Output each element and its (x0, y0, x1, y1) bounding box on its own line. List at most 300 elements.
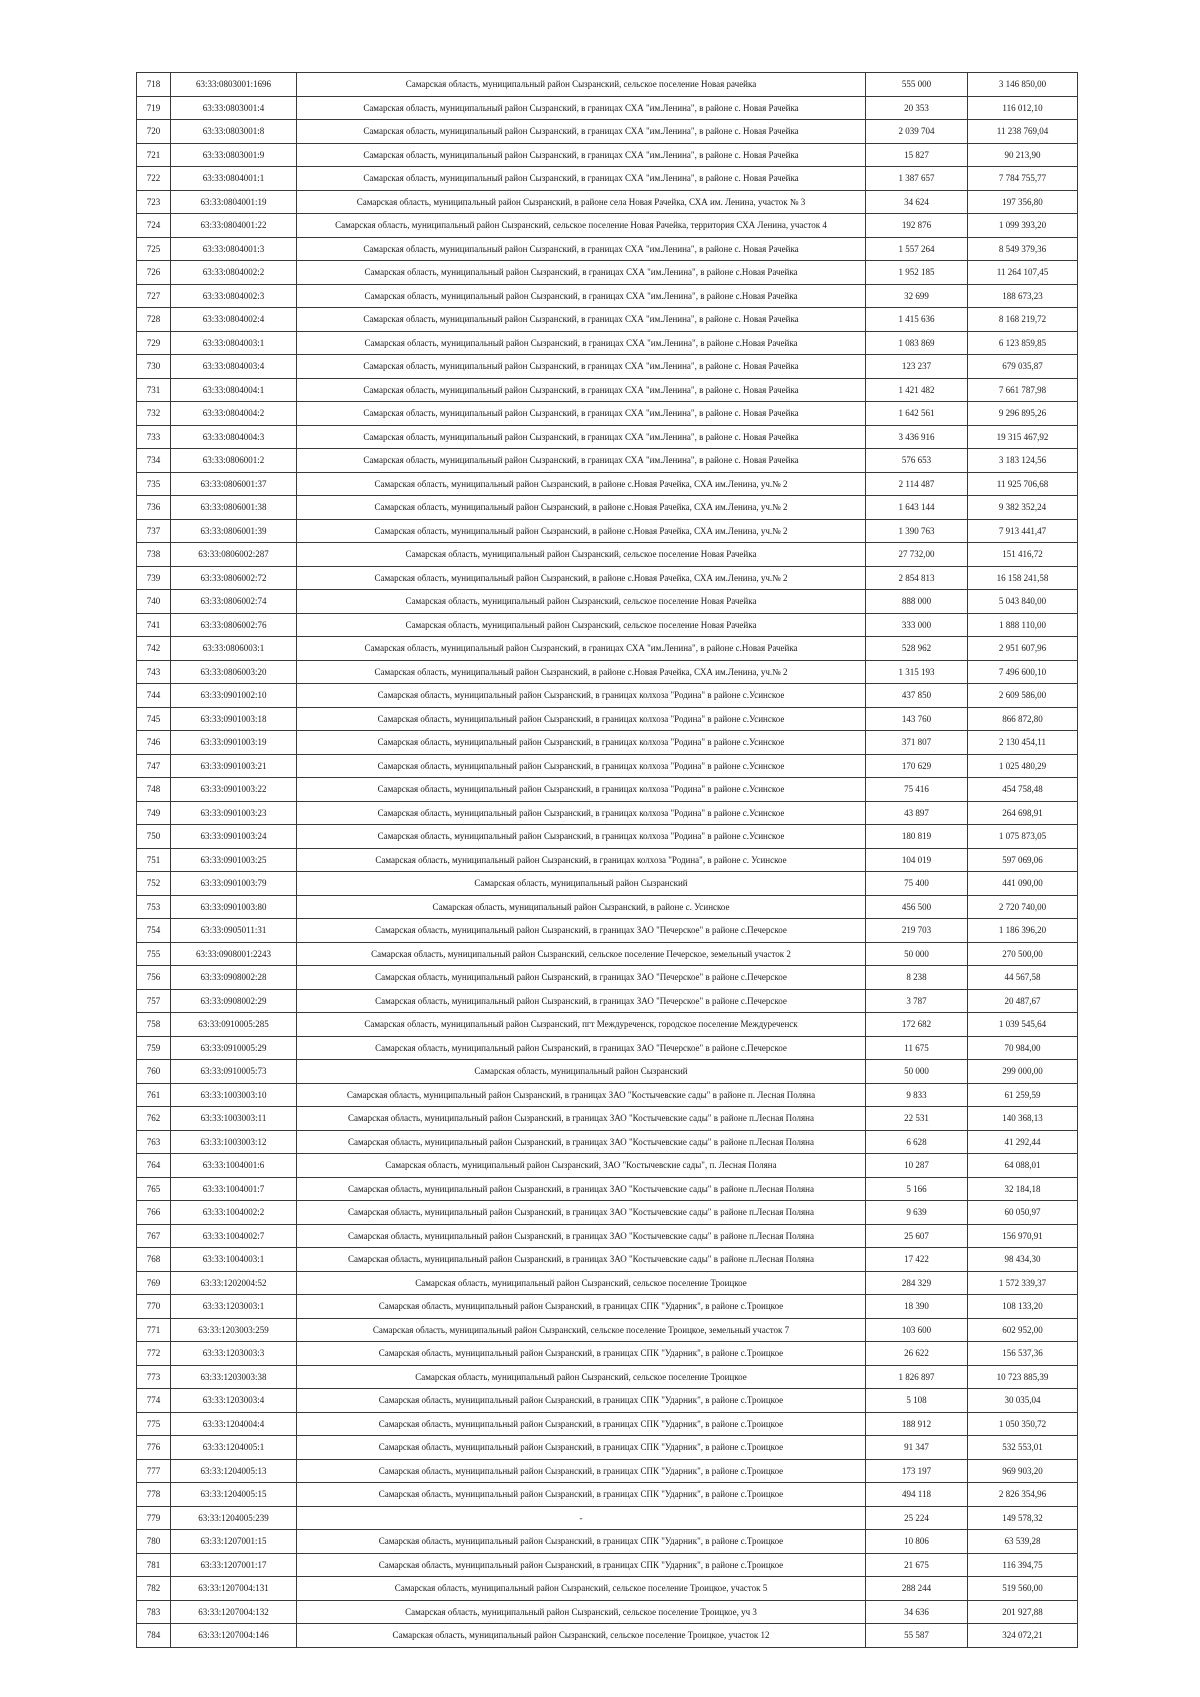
address-cell: Самарская область, муниципальный район Сызранский, в границах СПК "Ударник", в районе с.Троицкое (297, 1412, 866, 1436)
row-number-cell: 738 (137, 543, 171, 567)
cadastral-value-cell: 6 123 859,85 (968, 331, 1078, 355)
cadastral-value-cell: 679 035,87 (968, 355, 1078, 379)
area-cell: 2 854 813 (866, 566, 968, 590)
address-cell: Самарская область, муниципальный район Сызранский, в границах ЗАО "Костычевские сады" в районе п.Лесная Поляна (297, 1224, 866, 1248)
address-cell: Самарская область, муниципальный район Сызранский, в границах ЗАО "Печерское" в районе с.Печерское (297, 989, 866, 1013)
table-row (137, 1318, 1078, 1342)
row-number-cell: 774 (137, 1389, 171, 1413)
table-row (137, 378, 1078, 402)
cadastral-number-cell: 63:33:0806002:76 (171, 613, 297, 637)
row-number-cell: 758 (137, 1013, 171, 1037)
row-number-cell: 764 (137, 1154, 171, 1178)
address-cell: Самарская область, муниципальный район Сызранский, в границах СХА "им.Ленина", в районе с.Новая Рачейка (297, 261, 866, 285)
table-row (137, 284, 1078, 308)
table-row (137, 308, 1078, 332)
cadastral-value-cell: 108 133,20 (968, 1295, 1078, 1319)
table-row (137, 566, 1078, 590)
area-cell: 288 244 (866, 1577, 968, 1601)
cadastral-value-cell: 1 039 545,64 (968, 1013, 1078, 1037)
area-cell: 173 197 (866, 1459, 968, 1483)
cadastral-value-cell: 5 043 840,00 (968, 590, 1078, 614)
row-number-cell: 751 (137, 848, 171, 872)
address-cell: Самарская область, муниципальный район Сызранский, в границах СХА "им.Ленина", в районе с.Новая Рачейка (297, 284, 866, 308)
land-register-body (137, 73, 1078, 1648)
area-cell: 18 390 (866, 1295, 968, 1319)
row-number-cell: 743 (137, 660, 171, 684)
area-cell: 1 083 869 (866, 331, 968, 355)
table-row (137, 1553, 1078, 1577)
cadastral-value-cell: 1 572 339,37 (968, 1271, 1078, 1295)
cadastral-value-cell: 11 264 107,45 (968, 261, 1078, 285)
cadastral-number-cell: 63:33:1203003:38 (171, 1365, 297, 1389)
row-number-cell: 769 (137, 1271, 171, 1295)
cadastral-number-cell: 63:33:1003003:11 (171, 1107, 297, 1131)
cadastral-value-cell: 63 539,28 (968, 1530, 1078, 1554)
cadastral-value-cell: 116 394,75 (968, 1553, 1078, 1577)
cadastral-value-cell: 1 099 393,20 (968, 214, 1078, 238)
cadastral-number-cell: 63:33:1004002:7 (171, 1224, 297, 1248)
area-cell: 6 628 (866, 1130, 968, 1154)
cadastral-value-cell: 454 758,48 (968, 778, 1078, 802)
cadastral-number-cell: 63:33:0804004:2 (171, 402, 297, 426)
cadastral-value-cell: 90 213,90 (968, 143, 1078, 167)
table-row (137, 425, 1078, 449)
cadastral-number-cell: 63:33:0901002:10 (171, 684, 297, 708)
address-cell: Самарская область, муниципальный район Сызранский, в районе с. Усинское (297, 895, 866, 919)
table-row (137, 825, 1078, 849)
table-row (137, 1060, 1078, 1084)
cadastral-value-cell: 149 578,32 (968, 1506, 1078, 1530)
row-number-cell: 773 (137, 1365, 171, 1389)
cadastral-value-cell: 1 050 350,72 (968, 1412, 1078, 1436)
address-cell: Самарская область, муниципальный район Сызранский, в границах колхоза "Родина" в районе с.Усинское (297, 778, 866, 802)
area-cell: 437 850 (866, 684, 968, 708)
area-cell: 9 833 (866, 1083, 968, 1107)
address-cell: Самарская область, муниципальный район Сызранский, в границах колхоза "Родина" в районе с.Усинское (297, 731, 866, 755)
table-row (137, 143, 1078, 167)
row-number-cell: 718 (137, 73, 171, 97)
table-row (137, 613, 1078, 637)
table-row (137, 1177, 1078, 1201)
table-row (137, 120, 1078, 144)
area-cell: 888 000 (866, 590, 968, 614)
cadastral-number-cell: 63:33:1203003:4 (171, 1389, 297, 1413)
row-number-cell: 763 (137, 1130, 171, 1154)
table-row (137, 731, 1078, 755)
area-cell: 50 000 (866, 942, 968, 966)
table-row (137, 1624, 1078, 1648)
address-cell: Самарская область, муниципальный район Сызранский, в границах ЗАО "Костычевские сады" в районе п.Лесная Поляна (297, 1177, 866, 1201)
table-row (137, 684, 1078, 708)
address-cell: Самарская область, муниципальный район Сызранский, сельское поселение Новая Рачейка (297, 613, 866, 637)
row-number-cell: 775 (137, 1412, 171, 1436)
cadastral-value-cell: 7 496 600,10 (968, 660, 1078, 684)
area-cell: 10 806 (866, 1530, 968, 1554)
cadastral-value-cell: 969 903,20 (968, 1459, 1078, 1483)
cadastral-number-cell: 63:33:0806001:37 (171, 472, 297, 496)
row-number-cell: 731 (137, 378, 171, 402)
cadastral-number-cell: 63:33:0806001:2 (171, 449, 297, 473)
cadastral-value-cell: 2 609 586,00 (968, 684, 1078, 708)
address-cell: Самарская область, муниципальный район Сызранский, в границах СПК "Ударник", в районе с.Троицкое (297, 1295, 866, 1319)
row-number-cell: 732 (137, 402, 171, 426)
row-number-cell: 755 (137, 942, 171, 966)
cadastral-value-cell: 866 872,80 (968, 707, 1078, 731)
area-cell: 103 600 (866, 1318, 968, 1342)
address-cell: Самарская область, муниципальный район Сызранский, в районе с.Новая Рачейка, СХА им.Ленина, уч.№ 2 (297, 472, 866, 496)
address-cell: Самарская область, муниципальный район Сызранский, сельское поселение Троицкое, земельный участок 7 (297, 1318, 866, 1342)
address-cell: Самарская область, муниципальный район Сызранский, в границах ЗАО "Печерское" в районе с.Печерское (297, 919, 866, 943)
cadastral-value-cell: 3 183 124,56 (968, 449, 1078, 473)
cadastral-value-cell: 60 050,97 (968, 1201, 1078, 1225)
table-row (137, 1107, 1078, 1131)
table-row (137, 1577, 1078, 1601)
table-row (137, 919, 1078, 943)
address-cell: Самарская область, муниципальный район Сызранский, в границах СПК "Ударник", в районе с.Троицкое (297, 1436, 866, 1460)
cadastral-value-cell: 2 720 740,00 (968, 895, 1078, 919)
area-cell: 494 118 (866, 1483, 968, 1507)
row-number-cell: 757 (137, 989, 171, 1013)
cadastral-value-cell: 98 434,30 (968, 1248, 1078, 1272)
table-row (137, 590, 1078, 614)
cadastral-number-cell: 63:33:0806003:1 (171, 637, 297, 661)
cadastral-value-cell: 299 000,00 (968, 1060, 1078, 1084)
row-number-cell: 772 (137, 1342, 171, 1366)
cadastral-value-cell: 11 238 769,04 (968, 120, 1078, 144)
cadastral-number-cell: 63:33:0806002:287 (171, 543, 297, 567)
area-cell: 172 682 (866, 1013, 968, 1037)
area-cell: 333 000 (866, 613, 968, 637)
area-cell: 2 114 487 (866, 472, 968, 496)
area-cell: 5 108 (866, 1389, 968, 1413)
cadastral-value-cell: 32 184,18 (968, 1177, 1078, 1201)
address-cell: Самарская область, муниципальный район Сызранский, сельское поселение Троицкое (297, 1271, 866, 1295)
address-cell: Самарская область, муниципальный район Сызранский, в границах СХА "им.Ленина", в районе с. Новая Рачейка (297, 355, 866, 379)
cadastral-value-cell: 7 913 441,47 (968, 519, 1078, 543)
area-cell: 1 421 482 (866, 378, 968, 402)
area-cell: 26 622 (866, 1342, 968, 1366)
row-number-cell: 783 (137, 1600, 171, 1624)
area-cell: 75 400 (866, 872, 968, 896)
row-number-cell: 782 (137, 1577, 171, 1601)
table-row (137, 637, 1078, 661)
area-cell: 170 629 (866, 754, 968, 778)
area-cell: 15 827 (866, 143, 968, 167)
cadastral-value-cell: 64 088,01 (968, 1154, 1078, 1178)
cadastral-number-cell: 63:33:0908001:2243 (171, 942, 297, 966)
address-cell: Самарская область, муниципальный район Сызранский, в границах ЗАО "Костычевские сады" в районе п.Лесная Поляна (297, 1130, 866, 1154)
address-cell: Самарская область, муниципальный район Сызранский, в границах колхоза "Родина" в районе с.Усинское (297, 684, 866, 708)
area-cell: 75 416 (866, 778, 968, 802)
table-row (137, 778, 1078, 802)
cadastral-value-cell: 116 012,10 (968, 96, 1078, 120)
row-number-cell: 745 (137, 707, 171, 731)
table-row (137, 1530, 1078, 1554)
table-row (137, 355, 1078, 379)
area-cell: 27 732,00 (866, 543, 968, 567)
table-row (137, 1483, 1078, 1507)
area-cell: 34 624 (866, 190, 968, 214)
address-cell: Самарская область, муниципальный район Сызранский, сельское поселение Новая Рачейка, территория СХА Ленина, участок 4 (297, 214, 866, 238)
address-cell: Самарская область, муниципальный район Сызранский, в границах колхоза "Родина" в районе с.Усинское (297, 754, 866, 778)
table-row (137, 754, 1078, 778)
cadastral-value-cell: 7 784 755,77 (968, 167, 1078, 191)
row-number-cell: 776 (137, 1436, 171, 1460)
cadastral-value-cell: 11 925 706,68 (968, 472, 1078, 496)
cadastral-number-cell: 63:33:0804003:1 (171, 331, 297, 355)
area-cell: 104 019 (866, 848, 968, 872)
row-number-cell: 752 (137, 872, 171, 896)
table-row (137, 1436, 1078, 1460)
area-cell: 2 039 704 (866, 120, 968, 144)
cadastral-number-cell: 63:33:1204004:4 (171, 1412, 297, 1436)
table-row (137, 261, 1078, 285)
cadastral-number-cell: 63:33:1204005:13 (171, 1459, 297, 1483)
address-cell: Самарская область, муниципальный район Сызранский, в границах СХА "им.Ленина", в районе с. Новая Рачейка (297, 449, 866, 473)
table-row (137, 1600, 1078, 1624)
cadastral-number-cell: 63:33:1207001:15 (171, 1530, 297, 1554)
table-row (137, 331, 1078, 355)
cadastral-value-cell: 2 951 607,96 (968, 637, 1078, 661)
row-number-cell: 748 (137, 778, 171, 802)
area-cell: 143 760 (866, 707, 968, 731)
address-cell: Самарская область, муниципальный район Сызранский, в границах ЗАО "Костычевские сады" в районе п.Лесная Поляна (297, 1248, 866, 1272)
cadastral-number-cell: 63:33:1203003:259 (171, 1318, 297, 1342)
cadastral-value-cell: 532 553,01 (968, 1436, 1078, 1460)
address-cell: Самарская область, муниципальный район Сызранский, в границах СПК "Ударник", в районе с.Троицкое (297, 1342, 866, 1366)
cadastral-number-cell: 63:33:1004001:7 (171, 1177, 297, 1201)
address-cell: Самарская область, муниципальный район Сызранский, в границах СХА "им.Ленина", в районе с. Новая Рачейка (297, 308, 866, 332)
cadastral-number-cell: 63:33:1202004:52 (171, 1271, 297, 1295)
cadastral-value-cell: 61 259,59 (968, 1083, 1078, 1107)
area-cell: 1 390 763 (866, 519, 968, 543)
area-cell: 21 675 (866, 1553, 968, 1577)
address-cell: Самарская область, муниципальный район Сызранский, в границах СХА "им.Ленина", в районе с. Новая Рачейка (297, 143, 866, 167)
table-row (137, 496, 1078, 520)
cadastral-number-cell: 63:33:0803001:1696 (171, 73, 297, 97)
row-number-cell: 721 (137, 143, 171, 167)
address-cell: Самарская область, муниципальный район Сызранский, в границах СХА "им.Ленина", в районе с. Новая Рачейка (297, 167, 866, 191)
row-number-cell: 749 (137, 801, 171, 825)
area-cell: 11 675 (866, 1036, 968, 1060)
area-cell: 1 952 185 (866, 261, 968, 285)
area-cell: 10 287 (866, 1154, 968, 1178)
table-row (137, 1154, 1078, 1178)
cadastral-number-cell: 63:33:1207001:17 (171, 1553, 297, 1577)
address-cell: Самарская область, муниципальный район Сызранский, в границах колхоза "Родина", в районе с. Усинское (297, 848, 866, 872)
cadastral-number-cell: 63:33:0910005:29 (171, 1036, 297, 1060)
address-cell: Самарская область, муниципальный район Сызранский, сельское поселение Троицкое, уч 3 (297, 1600, 866, 1624)
row-number-cell: 759 (137, 1036, 171, 1060)
address-cell: Самарская область, муниципальный район Сызранский, в границах СХА "им.Ленина", в районе с.Новая Рачейка (297, 637, 866, 661)
area-cell: 1 387 657 (866, 167, 968, 191)
cadastral-number-cell: 63:33:0901003:24 (171, 825, 297, 849)
address-cell: Самарская область, муниципальный район Сызранский, в границах СПК "Ударник", в районе с.Троицкое (297, 1553, 866, 1577)
table-row (137, 1271, 1078, 1295)
cadastral-number-cell: 63:33:0804004:3 (171, 425, 297, 449)
row-number-cell: 753 (137, 895, 171, 919)
cadastral-number-cell: 63:33:0804004:1 (171, 378, 297, 402)
cadastral-number-cell: 63:33:0804001:19 (171, 190, 297, 214)
area-cell: 22 531 (866, 1107, 968, 1131)
area-cell: 188 912 (866, 1412, 968, 1436)
area-cell: 555 000 (866, 73, 968, 97)
cadastral-number-cell: 63:33:1003003:12 (171, 1130, 297, 1154)
cadastral-value-cell: 8 168 219,72 (968, 308, 1078, 332)
area-cell: 1 315 193 (866, 660, 968, 684)
cadastral-number-cell: 63:33:0804001:3 (171, 237, 297, 261)
cadastral-value-cell: 1 888 110,00 (968, 613, 1078, 637)
table-row (137, 895, 1078, 919)
table-row (137, 237, 1078, 261)
cadastral-value-cell: 597 069,06 (968, 848, 1078, 872)
cadastral-number-cell: 63:33:0806002:74 (171, 590, 297, 614)
cadastral-value-cell: 151 416,72 (968, 543, 1078, 567)
address-cell: Самарская область, муниципальный район Сызранский, в районе села Новая Рачейка, СХА им. Ленина, участок № 3 (297, 190, 866, 214)
address-cell: Самарская область, муниципальный район Сызранский, в границах СХА "им.Ленина", в районе с. Новая Рачейка (297, 378, 866, 402)
table-row (137, 449, 1078, 473)
table-row (137, 801, 1078, 825)
row-number-cell: 756 (137, 966, 171, 990)
cadastral-value-cell: 140 368,13 (968, 1107, 1078, 1131)
row-number-cell: 722 (137, 167, 171, 191)
row-number-cell: 730 (137, 355, 171, 379)
cadastral-number-cell: 63:33:0804002:4 (171, 308, 297, 332)
row-number-cell: 728 (137, 308, 171, 332)
table-row (137, 1412, 1078, 1436)
row-number-cell: 723 (137, 190, 171, 214)
area-cell: 284 329 (866, 1271, 968, 1295)
row-number-cell: 720 (137, 120, 171, 144)
row-number-cell: 781 (137, 1553, 171, 1577)
row-number-cell: 767 (137, 1224, 171, 1248)
area-cell: 1 643 144 (866, 496, 968, 520)
table-row (137, 1365, 1078, 1389)
row-number-cell: 726 (137, 261, 171, 285)
address-cell: Самарская область, муниципальный район Сызранский, в районе с.Новая Рачейка, СХА им.Ленина, уч.№ 2 (297, 660, 866, 684)
cadastral-number-cell: 63:33:0908002:29 (171, 989, 297, 1013)
row-number-cell: 740 (137, 590, 171, 614)
address-cell: Самарская область, муниципальный район Сызранский, в границах ЗАО "Костычевские сады" в районе п. Лесная Поляна (297, 1083, 866, 1107)
address-cell: Самарская область, муниципальный район Сызранский, в районе с.Новая Рачейка, СХА им.Ленина, уч.№ 2 (297, 566, 866, 590)
row-number-cell: 777 (137, 1459, 171, 1483)
cadastral-number-cell: 63:33:1203003:3 (171, 1342, 297, 1366)
cadastral-value-cell: 10 723 885,39 (968, 1365, 1078, 1389)
area-cell: 576 653 (866, 449, 968, 473)
address-cell: Самарская область, муниципальный район Сызранский (297, 872, 866, 896)
address-cell: - (297, 1506, 866, 1530)
table-row (137, 707, 1078, 731)
area-cell: 1 415 636 (866, 308, 968, 332)
area-cell: 17 422 (866, 1248, 968, 1272)
land-register-table (136, 72, 1078, 1648)
table-row (137, 96, 1078, 120)
cadastral-value-cell: 7 661 787,98 (968, 378, 1078, 402)
table-row (137, 872, 1078, 896)
table-row (137, 1295, 1078, 1319)
address-cell: Самарская область, муниципальный район Сызранский, в границах СПК "Ударник", в районе с.Троицкое (297, 1389, 866, 1413)
address-cell: Самарская область, муниципальный район Сызранский, в границах СХА "им.Ленина", в районе с. Новая Рачейка (297, 425, 866, 449)
address-cell: Самарская область, муниципальный район Сызранский, в районе с.Новая Рачейка, СХА им.Ленина, уч.№ 2 (297, 519, 866, 543)
cadastral-number-cell: 63:33:0901003:22 (171, 778, 297, 802)
cadastral-value-cell: 70 984,00 (968, 1036, 1078, 1060)
row-number-cell: 724 (137, 214, 171, 238)
row-number-cell: 761 (137, 1083, 171, 1107)
address-cell: Самарская область, муниципальный район Сызранский, сельское поселение Печерское, земельный участок 2 (297, 942, 866, 966)
cadastral-number-cell: 63:33:0803001:4 (171, 96, 297, 120)
row-number-cell: 742 (137, 637, 171, 661)
table-row (137, 1013, 1078, 1037)
area-cell: 25 607 (866, 1224, 968, 1248)
cadastral-number-cell: 63:33:0803001:8 (171, 120, 297, 144)
area-cell: 20 353 (866, 96, 968, 120)
address-cell: Самарская область, муниципальный район Сызранский (297, 1060, 866, 1084)
row-number-cell: 750 (137, 825, 171, 849)
table-row (137, 190, 1078, 214)
cadastral-value-cell: 441 090,00 (968, 872, 1078, 896)
cadastral-number-cell: 63:33:1204005:15 (171, 1483, 297, 1507)
table-row (137, 1130, 1078, 1154)
table-row (137, 472, 1078, 496)
row-number-cell: 735 (137, 472, 171, 496)
area-cell: 32 699 (866, 284, 968, 308)
area-cell: 50 000 (866, 1060, 968, 1084)
table-row (137, 167, 1078, 191)
area-cell: 43 897 (866, 801, 968, 825)
address-cell: Самарская область, муниципальный район Сызранский, в границах ЗАО "Костычевские сады" в районе п.Лесная Поляна (297, 1201, 866, 1225)
cadastral-number-cell: 63:33:0804001:22 (171, 214, 297, 238)
cadastral-value-cell: 324 072,21 (968, 1624, 1078, 1648)
address-cell: Самарская область, муниципальный район Сызранский, в границах колхоза "Родина" в районе с.Усинское (297, 801, 866, 825)
table-row (137, 966, 1078, 990)
area-cell: 456 500 (866, 895, 968, 919)
cadastral-value-cell: 156 537,36 (968, 1342, 1078, 1366)
area-cell: 55 587 (866, 1624, 968, 1648)
cadastral-value-cell: 156 970,91 (968, 1224, 1078, 1248)
area-cell: 123 237 (866, 355, 968, 379)
row-number-cell: 725 (137, 237, 171, 261)
address-cell: Самарская область, муниципальный район Сызранский, сельское поселение Троицкое, участок 5 (297, 1577, 866, 1601)
cadastral-value-cell: 1 025 480,29 (968, 754, 1078, 778)
address-cell: Самарская область, муниципальный район Сызранский, сельское поселение Новая Рачейка (297, 590, 866, 614)
row-number-cell: 739 (137, 566, 171, 590)
row-number-cell: 771 (137, 1318, 171, 1342)
cadastral-number-cell: 63:33:0804003:4 (171, 355, 297, 379)
row-number-cell: 737 (137, 519, 171, 543)
cadastral-number-cell: 63:33:0804001:1 (171, 167, 297, 191)
area-cell: 3 436 916 (866, 425, 968, 449)
cadastral-number-cell: 63:33:1203003:1 (171, 1295, 297, 1319)
cadastral-number-cell: 63:33:0806001:39 (171, 519, 297, 543)
cadastral-number-cell: 63:33:0908002:28 (171, 966, 297, 990)
area-cell: 1 557 264 (866, 237, 968, 261)
address-cell: Самарская область, муниципальный район Сызранский, сельское поселение Троицкое (297, 1365, 866, 1389)
row-number-cell: 736 (137, 496, 171, 520)
row-number-cell: 729 (137, 331, 171, 355)
row-number-cell: 734 (137, 449, 171, 473)
table-row (137, 1248, 1078, 1272)
address-cell: Самарская область, муниципальный район Сызранский, в границах СПК "Ударник", в районе с.Троицкое (297, 1530, 866, 1554)
cadastral-number-cell: 63:33:0901003:19 (171, 731, 297, 755)
row-number-cell: 746 (137, 731, 171, 755)
cadastral-number-cell: 63:33:1207004:132 (171, 1600, 297, 1624)
address-cell: Самарская область, муниципальный район Сызранский, в районе с.Новая Рачейка, СХА им.Ленина, уч.№ 2 (297, 496, 866, 520)
area-cell: 5 166 (866, 1177, 968, 1201)
cadastral-value-cell: 41 292,44 (968, 1130, 1078, 1154)
address-cell: Самарская область, муниципальный район Сызранский, в границах СХА "им.Ленина", в районе с. Новая Рачейка (297, 96, 866, 120)
row-number-cell: 770 (137, 1295, 171, 1319)
cadastral-value-cell: 602 952,00 (968, 1318, 1078, 1342)
